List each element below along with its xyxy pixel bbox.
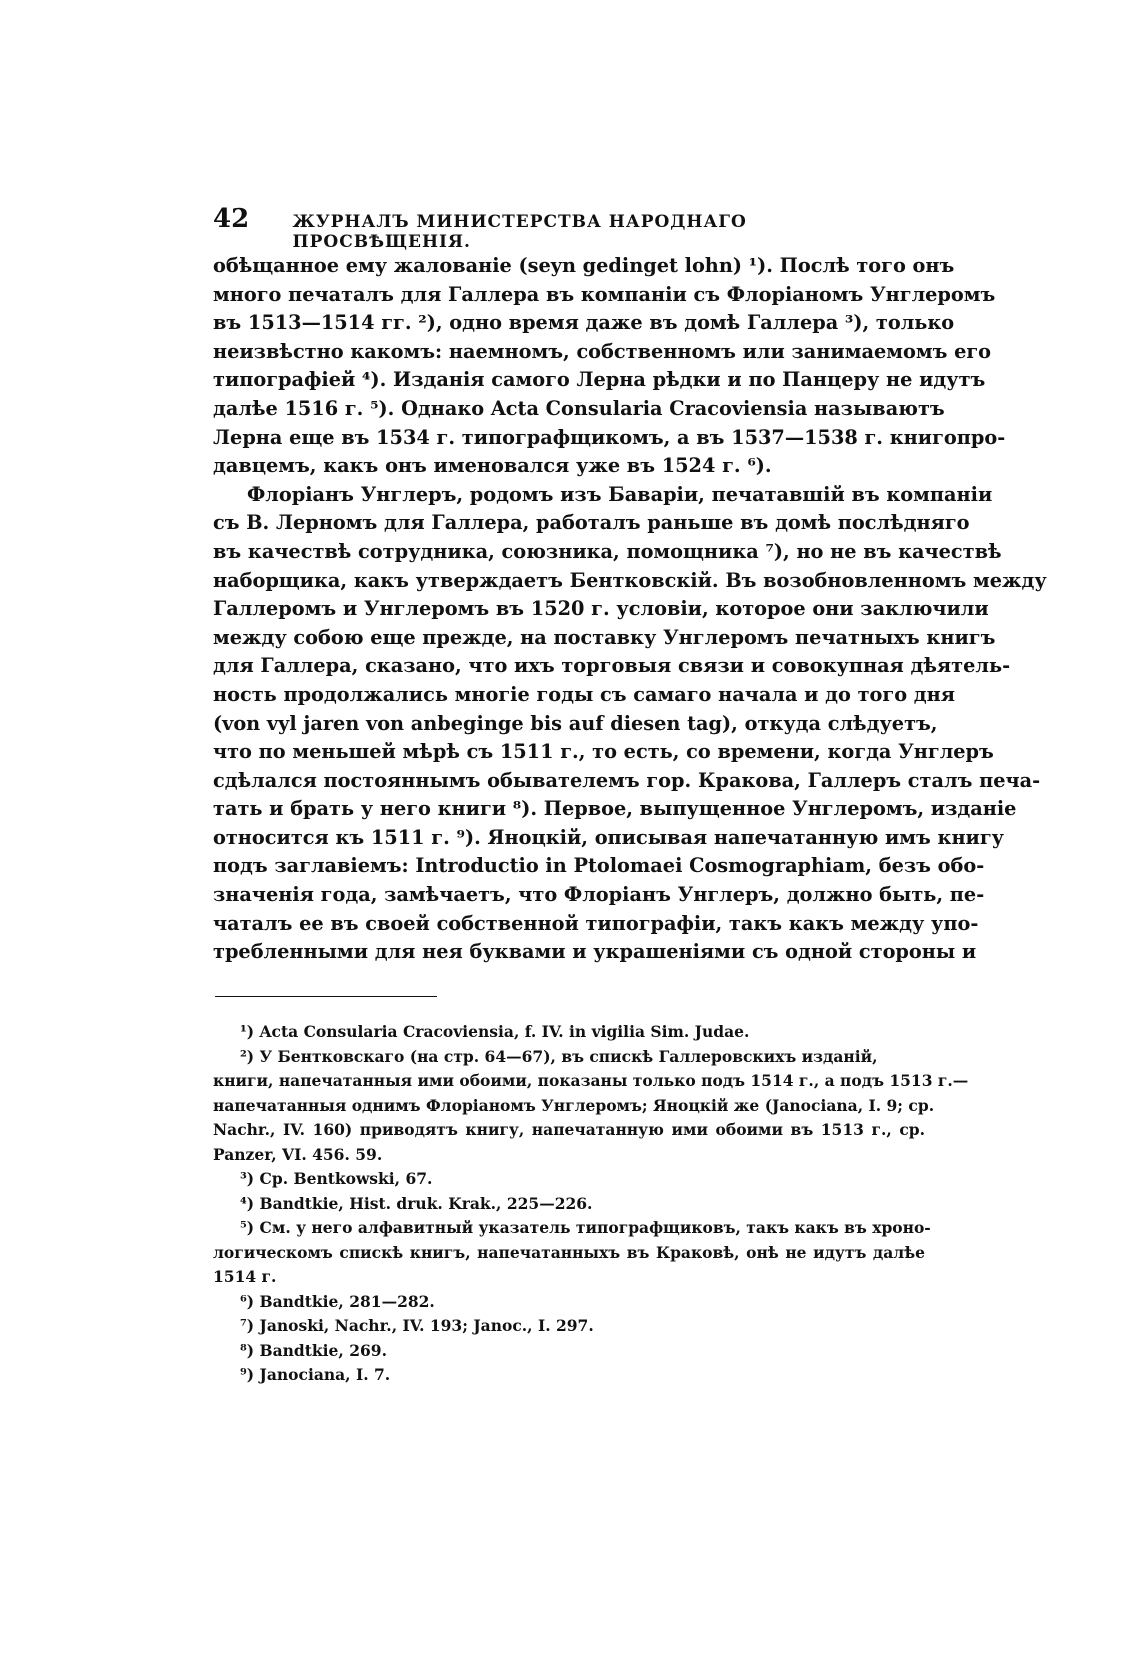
body-line: сдѣлался постояннымъ обывателемъ гор. Кракова, Галлеръ сталъ печа- [213, 768, 1041, 792]
body-line: съ В. Лерномъ для Галлера, работалъ раньше въ домѣ послѣдняго [213, 511, 970, 535]
footnote-line: Nachr., IV. 160) приводятъ книгу, напечатанную ими обоими въ 1513 г., ср. [213, 1120, 925, 1139]
footnote-line: ⁶) Bandtkie, 281—282. [240, 1291, 435, 1311]
footnote-line: ²) У Бентковскаго (на стр. 64—67), въ спискѣ Галлеровскихъ изданій, [240, 1046, 878, 1066]
body-line: неизвѣстно какомъ: наемномъ, собственномъ или занимаемомъ его [213, 339, 992, 363]
footnote-line: ³) Ср. Bentkowski, 67. [240, 1169, 433, 1188]
footnote-divider [215, 996, 437, 997]
footnote-line: ¹) Acta Consularia Cracoviensia, f. IV. in vigilia Sim. Judae. [240, 1022, 750, 1041]
footnote-line: логическомъ спискѣ книгъ, напечатанныхъ въ Краковѣ, онѣ не идутъ далѣе [213, 1242, 925, 1262]
body-line: въ 1513—1514 гг. ²), одно время даже въ домѣ Галлера ³), только [213, 311, 955, 335]
body-line: чаталъ ее въ своей собственной типографіи, такъ какъ между упо- [213, 911, 979, 935]
footnote-line: книги, напечатанныя ими обоими, показаны только подъ 1514 г., а подъ 1513 г.— [213, 1071, 969, 1090]
body-line: для Галлера, сказано, что ихъ торговыя связи и совокупная дѣятель- [213, 654, 1011, 678]
body-line: Лерна еще въ 1534 г. типографщикомъ, а въ 1537—1538 г. книгопро- [213, 425, 1006, 449]
body-line: давцемъ, какъ онъ именовался уже въ 1524 г. ⁶). [213, 454, 772, 478]
body-line: что по меньшей мѣрѣ съ 1511 г., то есть, со времени, когда Унглеръ [213, 740, 994, 764]
footnote-line: ⁵) См. у него алфавитный указатель типографщиковъ, такъ какъ въ хроно- [240, 1218, 931, 1237]
body-line: обѣщанное ему жалованіе (seyn gedinget lohn) ¹). Послѣ того онъ [213, 254, 955, 277]
page-number: 42 [213, 204, 250, 234]
body-line: между собою еще прежде, на поставку Унглеромъ печатныхъ книгъ [213, 625, 996, 649]
body-line: наборщика, какъ утверждаетъ Бентковскій. Въ возобновленномъ между [213, 568, 1047, 592]
footnote-line: ⁴) Bandtkie, Hist. druk. Krak., 225—226. [240, 1193, 593, 1213]
body-line: тать и брать у него книги ⁸). Первое, выпущенное Унглеромъ, изданіе [213, 797, 1017, 821]
footnote-line: ⁸) Bandtkie, 269. [240, 1340, 387, 1360]
body-line: подъ заглавіемъ: Introductio in Ptolomaei Cosmographiam, безъ обо- [213, 854, 985, 878]
footnote-line: ⁹) Janociana, I. 7. [240, 1365, 391, 1384]
body-line: требленными для нея буквами и украшеніями съ одной стороны и [213, 940, 977, 964]
body-line: относится къ 1511 г. ⁹). Яноцкій, описывая напечатанную имъ книгу [213, 825, 1005, 849]
body-line: Галлеромъ и Унглеромъ въ 1520 г. условіи, которое они заключили [213, 597, 989, 621]
body-line: ность продолжались многіе годы съ самаго начала и до того дня [213, 682, 955, 706]
footnote-line: ⁷) Janoski, Nachr., IV. 193; Janoc., I. 297. [240, 1316, 594, 1335]
footnote-line: Panzer, VI. 456. 59. [213, 1144, 383, 1164]
body-line: въ качествѣ сотрудника, союзника, помощника ⁷), но не въ качествѣ [213, 539, 1002, 563]
page-header [213, 204, 913, 252]
body-line: далѣе 1516 г. ⁵). Однако Acta Consularia Cracoviensia называютъ [213, 396, 945, 420]
body-line: много печаталъ для Галлера въ компаніи съ Флоріаномъ Унглеромъ [213, 282, 996, 306]
body-line: типографіей ⁴). Изданія самого Лерна рѣдки и по Панцеру не идутъ [213, 368, 986, 392]
body-text [213, 252, 1047, 967]
body-line: Флоріанъ Унглеръ, родомъ изъ Баваріи, печатавшій въ компаніи [247, 482, 993, 506]
running-title: ЖУРНАЛЪ МИНИСТЕРСТВА НАРОДНАГО ПРОСВѢЩЕНІЯ. [292, 212, 747, 252]
body-line: (von vyl jaren von anbeginge bis auf diesen tag), откуда слѣдуетъ, [213, 711, 938, 735]
footnote-line: 1514 г. [213, 1267, 277, 1286]
footnote-line: напечатанныя однимъ Флоріаномъ Унглеромъ; Яноцкій же (Janociana, I. 9; ср. [213, 1095, 935, 1115]
footnotes [213, 1020, 969, 1388]
body-line: значенія года, замѣчаетъ, что Флоріанъ Унглеръ, должно быть, пе- [213, 883, 985, 907]
